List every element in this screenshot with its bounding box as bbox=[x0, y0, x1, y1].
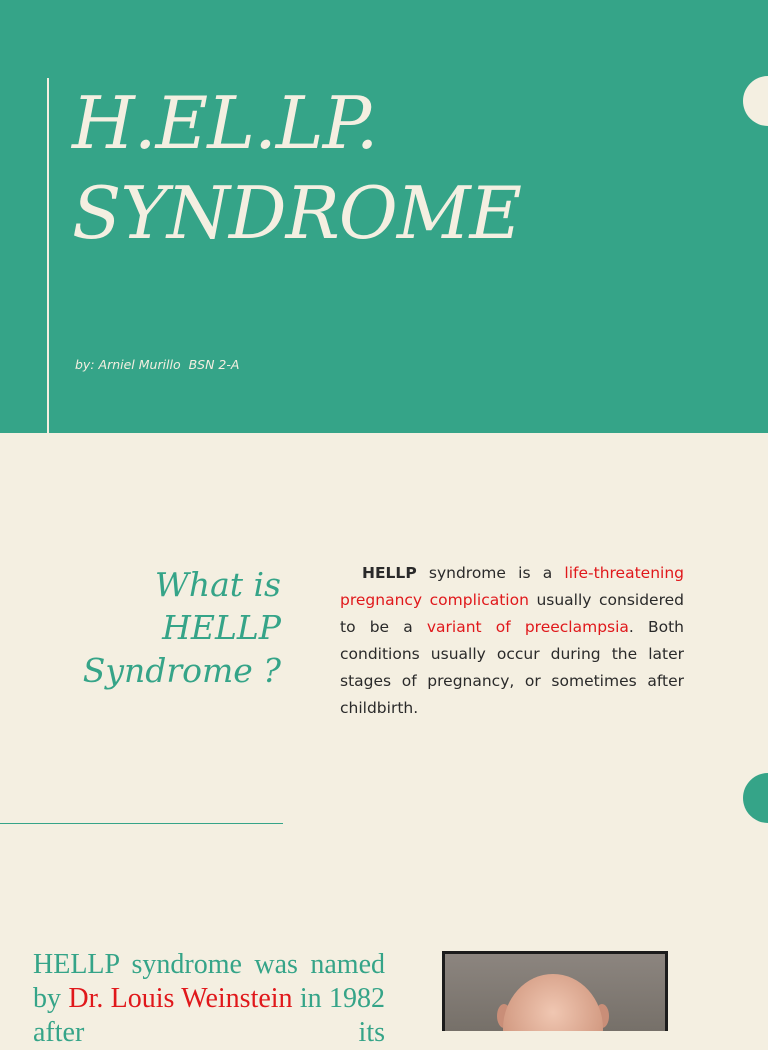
horizontal-divider bbox=[0, 823, 283, 824]
title-line-1: H.EL.LP. bbox=[72, 81, 378, 165]
decorative-circle bbox=[743, 76, 768, 126]
title-slide bbox=[0, 0, 768, 433]
definition-paragraph bbox=[340, 560, 684, 722]
question-line-1: What is bbox=[154, 565, 281, 604]
section-question bbox=[83, 563, 281, 692]
definition-highlight-2: variant of preeclampsia bbox=[426, 618, 629, 636]
definition-text-1: syndrome is a bbox=[416, 564, 565, 582]
history-text-1: HELLP syndrome was named by bbox=[33, 949, 385, 1014]
history-paragraph bbox=[33, 948, 385, 1050]
question-line-3: Syndrome ? bbox=[82, 651, 281, 690]
hellp-bold-term: HELLP bbox=[362, 564, 417, 582]
history-text-2: in 1982 after its bbox=[33, 983, 386, 1048]
decorative-circle bbox=[743, 773, 768, 823]
question-line-2: HELLP bbox=[162, 608, 281, 647]
definition-text-3: . Both conditions usually occur during the later stages of pregnancy, or sometimes after childbirth. bbox=[340, 618, 685, 717]
definition-highlight-1: life-threatening pregnancy complication bbox=[340, 564, 684, 609]
content-slide bbox=[0, 433, 768, 1048]
vertical-divider bbox=[47, 78, 49, 433]
author-byline: by: Arniel Murillo BSN 2-A bbox=[75, 357, 240, 372]
portrait-head bbox=[503, 974, 603, 1031]
definition-text-2: usually considered to be a bbox=[340, 591, 684, 636]
portrait-photo bbox=[442, 951, 668, 1031]
history-highlight: Dr. Louis Weinstein bbox=[68, 983, 293, 1014]
title-line-2: SYNDROME bbox=[72, 171, 522, 255]
slide-title bbox=[72, 78, 521, 258]
portrait-image bbox=[445, 954, 665, 1031]
